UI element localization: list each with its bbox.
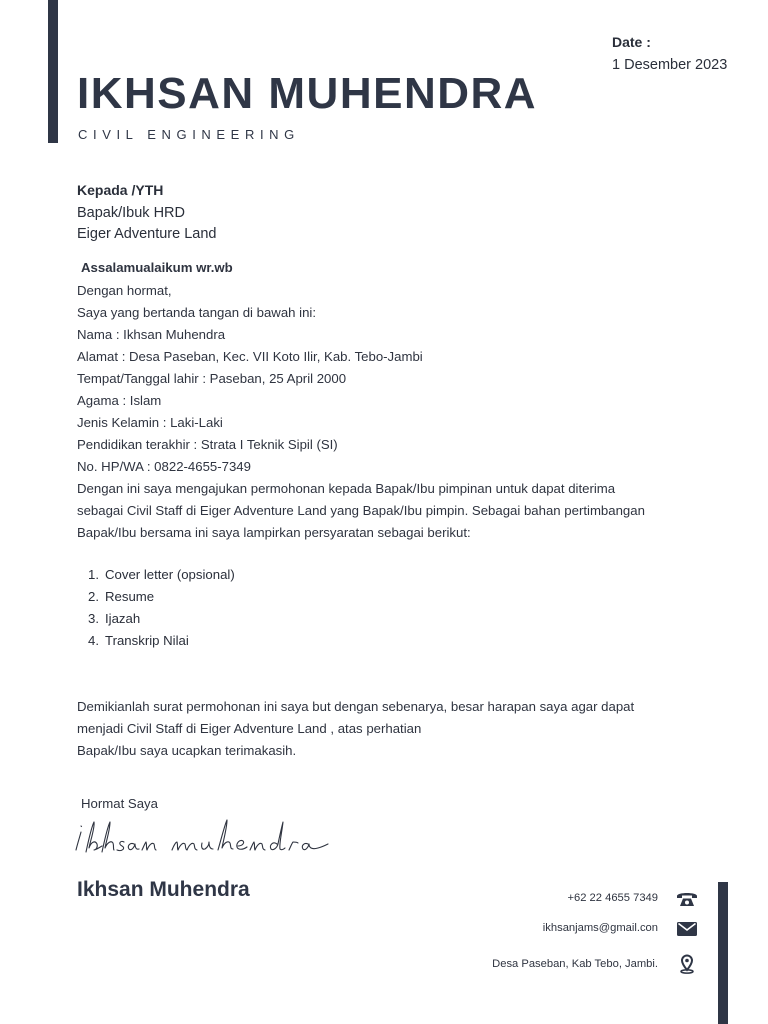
body-line: Tempat/Tanggal lahir : Paseban, 25 April 2000 xyxy=(77,371,347,386)
list-item xyxy=(88,632,235,654)
regards-text: Hormat Saya xyxy=(81,796,158,811)
body-line: Nama : Ikhsan Muhendra xyxy=(77,327,226,342)
greeting: Assalamualaikum wr.wb xyxy=(81,260,233,275)
body-line: Agama : Islam xyxy=(77,393,162,408)
requirements-list xyxy=(88,566,235,654)
body-line: sebagai Civil Staff di Eiger Adventure Land yang Bapak/Ibu pimpin. Sebagai bahan pertimbangan xyxy=(77,503,645,518)
closing-line: Demikianlah surat permohonan ini saya but dengan sebenarya, besar harapan saya agar dapat xyxy=(77,699,635,714)
list-number: 3. xyxy=(88,611,99,626)
location-icon xyxy=(675,952,699,974)
footer-accent-bar xyxy=(718,882,728,1024)
header-accent-bar xyxy=(48,0,58,143)
contact-email: ikhsanjams@gmail.con xyxy=(542,922,658,934)
signatory-name: Ikhsan Muhendra xyxy=(77,878,250,901)
list-text: Cover letter (opsional) xyxy=(105,567,235,582)
recipient-label: Kepada /YTH xyxy=(77,182,164,198)
body-line: Saya yang bertanda tangan di bawah ini: xyxy=(77,305,317,320)
closing-line: menjadi Civil Staff di Eiger Adventure Land , atas perhatian xyxy=(77,721,422,736)
recipient-line: Eiger Adventure Land xyxy=(77,226,217,242)
body-line: Dengan hormat, xyxy=(77,283,172,298)
list-number: 4. xyxy=(88,633,99,648)
list-item xyxy=(88,588,235,610)
list-item xyxy=(88,566,235,588)
date-label: Date : xyxy=(612,34,651,50)
closing-line: Bapak/Ibu saya ucapkan terimakasih. xyxy=(77,743,297,758)
handwritten-signature xyxy=(72,812,334,862)
body-line: Alamat : Desa Paseban, Kec. VII Koto Ilir, Kab. Tebo-Jambi xyxy=(77,349,423,364)
applicant-name-heading: IKHSAN MUHENDRA xyxy=(77,69,538,118)
list-text: Ijazah xyxy=(105,611,141,626)
email-icon xyxy=(675,918,699,940)
body-line: Bapak/Ibu bersama ini saya lampirkan persyaratan sebagai berikut: xyxy=(77,525,471,540)
body-line: Dengan ini saya mengajukan permohonan kepada Bapak/Ibu pimpinan untuk dapat diterima xyxy=(77,481,616,496)
body-line: Jenis Kelamin : Laki-Laki xyxy=(77,415,223,430)
contact-address: Desa Paseban, Kab Tebo, Jambi. xyxy=(492,958,658,970)
body-line: Pendidikan terakhir : Strata I Teknik Sipil (SI) xyxy=(77,437,338,452)
list-text: Transkrip Nilai xyxy=(105,633,189,648)
list-number: 1. xyxy=(88,567,99,582)
profession-title: CIVIL ENGINEERING xyxy=(78,127,300,142)
date-value: 1 Desember 2023 xyxy=(612,57,728,73)
phone-icon xyxy=(675,888,699,910)
list-number: 2. xyxy=(88,589,99,604)
body-line: No. HP/WA : 0822-4655-7349 xyxy=(77,459,251,474)
recipient-line: Bapak/Ibuk HRD xyxy=(77,205,185,221)
list-item xyxy=(88,610,235,632)
contact-phone: +62 22 4655 7349 xyxy=(567,892,658,904)
list-text: Resume xyxy=(105,589,155,604)
